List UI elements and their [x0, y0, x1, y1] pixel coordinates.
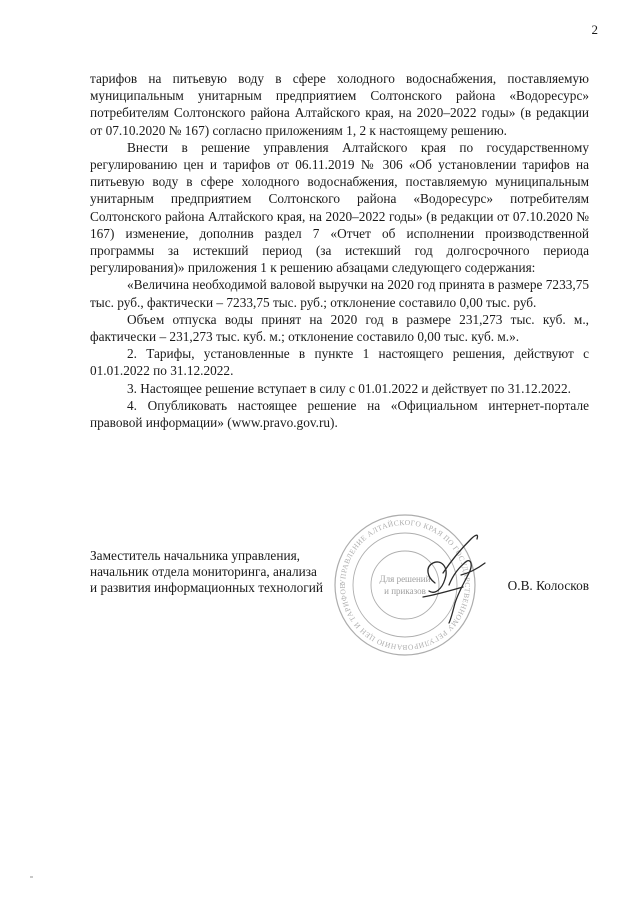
page-number: 2 — [591, 22, 598, 37]
paragraph-continuation: тарифов на питьевую воду в сфере холодного водоснабжения, поставляемую муниципальным унитарным предприятием Солтонского района «Водоресурс» потребителям Солтонского района Алтайского края, на 2020–2022 годы» (в редакции от 07.10.2020 № 167) согласно приложениям 1, 2 к настоящему решению. — [90, 71, 589, 138]
paragraph-revenue: «Величина необходимой валовой выручки на 2020 год принята в размере 7233,75 тыс. руб., фактически – 7233,75 тыс. руб.; отклонение составило 0,00 тыс. руб. — [90, 277, 589, 310]
signature-stroke — [423, 587, 463, 597]
signer-position-line: и развития информационных технологий — [90, 580, 323, 595]
paragraph-item-4: 4. Опубликовать настоящее решение на «Официальном интернет-портале правовой информации» (www.pravo.gov.ru). — [90, 397, 589, 431]
signer-name: О.В. Колосков — [507, 578, 589, 593]
scan-speck — [30, 876, 33, 878]
signature-stroke — [449, 561, 471, 623]
signature-stroke — [428, 562, 446, 592]
paragraph-item-3: 3. Настоящее решение вступает в силу с 01.01.2022 и действует по 31.12.2022. — [127, 380, 571, 396]
stamp-ring-textpath: УПРАВЛЕНИЕ АЛТАЙСКОГО КРАЯ ПО ГОСУДАРСТВЕННОМУ РЕГУЛИРОВАНИЮ ЦЕН И ТАРИФОВ — [337, 517, 473, 653]
stamp-center-line: Для решений — [379, 574, 431, 584]
stamp-center-line: и приказов — [384, 586, 426, 596]
paragraph-water-volume: Объем отпуска воды принят на 2020 год в размере 231,273 тыс. куб. м., фактически – 231,273 тыс. куб. м.; отклонение составило 0,00 тыс. куб. м.». — [90, 311, 589, 345]
signer-position-line: Заместитель начальника управления, — [90, 548, 301, 563]
paragraph-item-2: 2. Тарифы, установленные в пункте 1 настоящего решения, действуют с 01.01.2022 по 31.12.2022. — [90, 346, 589, 379]
signer-position-line: начальник отдела мониторинга, анализа — [90, 564, 317, 579]
handwritten-signature — [405, 525, 495, 625]
paragraph-amendment: Внести в решение управления Алтайского края по государственному регулированию цен и тарифов от 06.11.2019 № 306 «Об установлении тарифов на питьевую воду в сфере холодного водоснабжения, поставляемую муниципальным унитарным предприятием Солтонского района «Водоресурс» потребителям Солтонского района Алтайского края, на 2020–2022 годы» (в редакции от 07.10.2020 № 167) изменение, дополнив раздел 7 «Отчет об исполнении производственной программы за истекший период (за истекший год долгосрочного периода регулирования)» приложения 1 к решению абзацами следующего содержания: — [90, 139, 589, 276]
document-body — [90, 70, 589, 431]
signature-stroke — [461, 563, 485, 575]
